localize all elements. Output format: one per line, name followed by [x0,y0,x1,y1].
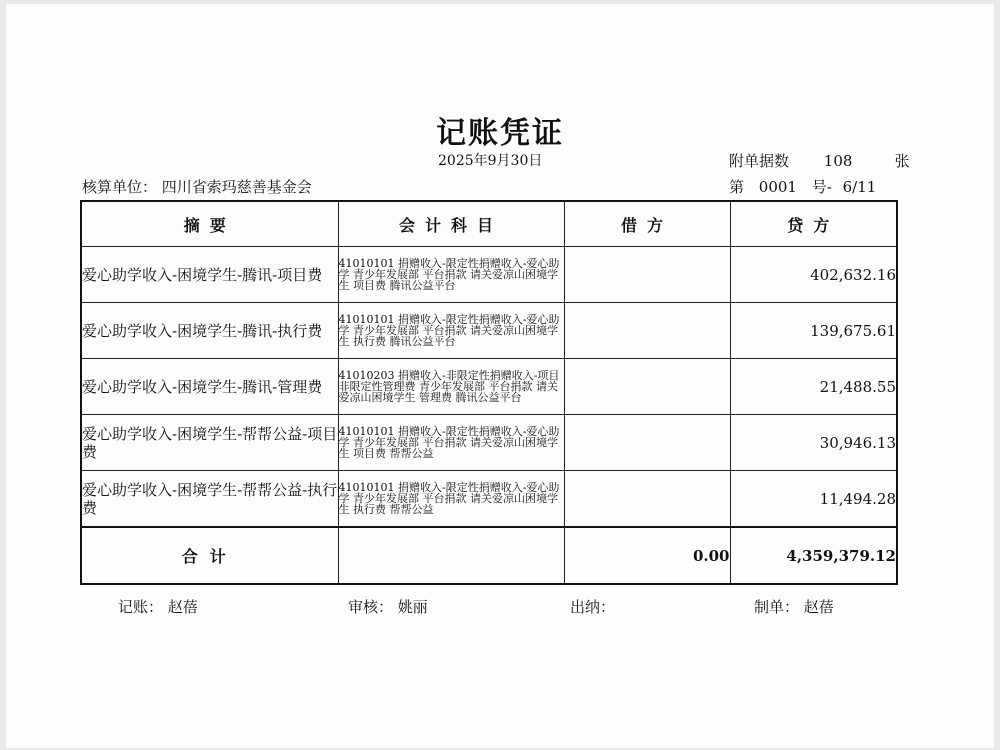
voucher-number [729,176,876,197]
voucher-page: 6/11 [842,178,877,196]
header-summary: 摘要 [81,201,338,247]
total-blank [338,527,564,584]
row-account: 41010203 捐赠收入-非限定性捐赠收入-项目非限定性管理费 青少年发展部 平台捐款 请关爱凉山困境学生 管理费 腾讯公益平台 [338,359,564,415]
row-summary: 爱心助学收入-困境学生-腾讯-项目费 [81,247,338,303]
row-credit: 21,488.55 [730,359,897,415]
table-row [81,303,897,359]
voucher-title: 记账凭证 [436,116,564,151]
row-summary: 爱心助学收入-困境学生-帮帮公益-执行费 [81,471,338,528]
row-summary: 爱心助学收入-困境学生-腾讯-管理费 [81,359,338,415]
total-row [81,527,897,584]
row-summary: 爱心助学收入-困境学生-腾讯-执行费 [81,303,338,359]
table-row [81,471,897,528]
voucher-table [80,200,898,585]
row-debit [564,303,730,359]
header-debit: 借方 [564,201,730,247]
row-account: 41010101 捐赠收入-限定性捐赠收入-爱心助学 青少年发展部 平台捐款 请关爱凉山困境学生 项目费 帮帮公益 [338,415,564,471]
total-credit: 4,359,379.12 [730,527,897,584]
row-credit: 402,632.16 [730,247,897,303]
header-credit: 贷方 [730,201,897,247]
voucher-date: 2025年9月30日 [438,153,543,169]
reviewer: 审核： 姚丽 [348,598,428,616]
voucher-serial: 0001 [758,178,797,196]
row-account: 41010101 捐赠收入-限定性捐赠收入-爱心助学 青少年发展部 平台捐款 请关爱凉山困境学生 项目费 腾讯公益平台 [338,247,564,303]
table-row [81,415,897,471]
total-label-text: 合计 [181,547,238,566]
cashier: 出纳： [570,598,616,616]
row-debit [564,415,730,471]
accounting-unit: 核算单位： 四川省索玛慈善基金会 [82,178,312,196]
row-credit: 30,946.13 [730,415,897,471]
attachment-unit: 张 [894,152,910,170]
row-credit: 139,675.61 [730,303,897,359]
table-row [81,359,897,415]
row-account: 41010101 捐赠收入-限定性捐赠收入-爱心助学 青少年发展部 平台捐款 请关爱凉山困境学生 执行费 腾讯公益平台 [338,303,564,359]
total-debit: 0.00 [564,527,730,584]
voucher-hao: 号- [811,178,832,196]
table-header-row [81,201,897,247]
preparer: 制单： 赵蓓 [754,598,834,616]
row-debit [564,359,730,415]
attachment-number: 108 [823,152,853,170]
bookkeeper: 记账： 赵蓓 [118,598,198,616]
attachment-count [729,150,910,171]
row-debit [564,471,730,528]
table-row [81,247,897,303]
total-label [81,527,338,584]
row-debit [564,247,730,303]
row-summary: 爱心助学收入-困境学生-帮帮公益-项目费 [81,415,338,471]
voucher-prefix: 第 [729,178,745,196]
row-credit: 11,494.28 [730,471,897,528]
header-account: 会计科目 [338,201,564,247]
row-account: 41010101 捐赠收入-限定性捐赠收入-爱心助学 青少年发展部 平台捐款 请关爱凉山困境学生 执行费 帮帮公益 [338,471,564,528]
attachment-label: 附单据数 [729,152,790,170]
